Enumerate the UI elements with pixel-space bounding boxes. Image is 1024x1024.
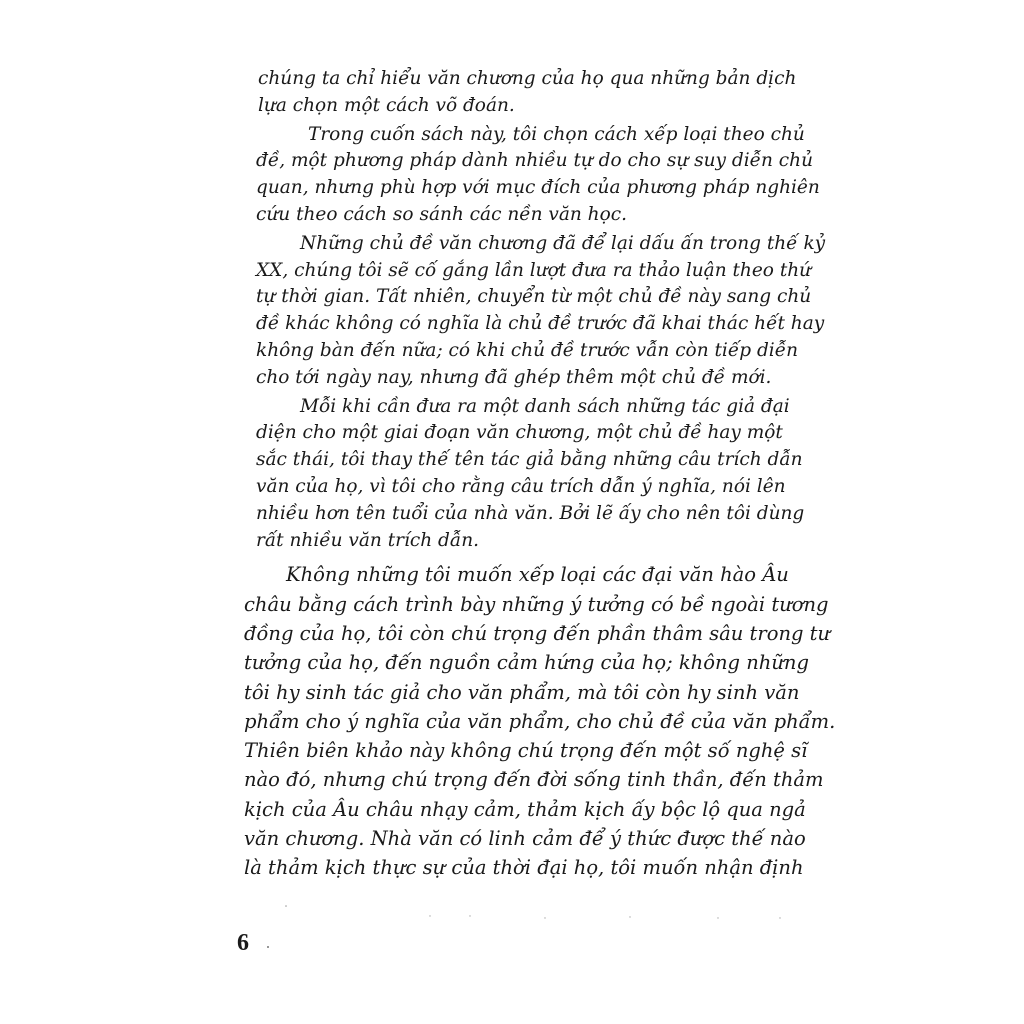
text-line: tôi hy sinh tác giả cho văn phẩm, mà tôi còn hy sinh văn [244,680,800,704]
paragraph-4 [244,394,804,555]
text-line: Trong cuốn sách này, tôi chọn cách xếp loại theo chủ [308,123,805,145]
text-line: văn của họ, vì tôi cho rằng câu trích dẫn ý nghĩa, nói lên [256,475,786,497]
text-line: Không những tôi muốn xếp loại các đại văn hào Âu [286,563,789,587]
text-line: đề, một phương pháp dành nhiều tự do cho sự suy diễn chủ [256,150,813,172]
text-line: diện cho một giai đoạn văn chương, một chủ đề hay một [256,422,783,444]
body-text [244,66,836,883]
text-line: là thảm kịch thực sự của thời đại họ, tôi muốn nhận định [244,856,804,880]
text-line: cho tới ngày nay, nhưng đã ghép thêm một chủ đề mới. [256,366,772,388]
text-line: đề khác không có nghĩa là chủ đề trước đã khai thác hết hay [256,313,825,335]
paragraph-2 [244,122,820,229]
text-line: Mỗi khi cần đưa ra một danh sách những tác giả đại [300,395,790,417]
text-line: tưởng của họ, đến nguồn cảm hứng của họ; không những [244,651,809,675]
text-line: XX, chúng tôi sẽ cố gắng lần lượt đưa ra thảo luận theo thứ [256,259,812,281]
text-line: kịch của Âu châu nhạy cảm, thảm kịch ấy bộc lộ qua ngả [244,797,806,821]
text-line: phẩm cho ý nghĩa của văn phẩm, cho chủ đề của văn phẩm. [244,709,836,733]
text-line: nào đó, nhưng chú trọng đến đời sống tinh thần, đến thảm [244,768,824,792]
text-line: cứu theo cách so sánh các nền văn học. [256,203,627,225]
text-line: đồng của họ, tôi còn chú trọng đến phần thâm sâu trong tư [244,621,831,645]
text-line: Những chủ đề văn chương đã để lại dấu ấn trong thế kỷ [300,232,826,254]
text-line: văn chương. Nhà văn có linh cảm để ý thức được thế nào [244,827,806,851]
text-line: Thiên biên khảo này không chú trọng đến một số nghệ sĩ [244,739,808,763]
paragraph-3 [244,231,826,392]
text-line: rất nhiều văn trích dẫn. [256,529,480,551]
text-line: quan, nhưng phù hợp với mục đích của phương pháp nghiên [256,177,820,199]
paragraph-1 [244,66,804,120]
text-line: lựa chọn một cách võ đoán. [258,94,515,116]
text-line: châu bằng cách trình bày những ý tưởng có bề ngoài tương [244,592,829,616]
paragraph-5 [244,560,836,882]
text-line: không bàn đến nữa; có khi chủ đề trước vẫn còn tiếp diễn [256,339,799,361]
page-number: 6 [237,930,249,956]
text-line: chúng ta chỉ hiểu văn chương của họ qua những bản dịch [258,68,797,89]
text-line: tự thời gian. Tất nhiên, chuyển từ một chủ đề này sang chủ [256,286,812,308]
text-line: nhiều hơn tên tuổi của nhà văn. Bởi lẽ ấy cho nên tôi dùng [256,502,805,524]
text-line: sắc thái, tôi thay thế tên tác giả bằng những câu trích dẫn [256,449,803,471]
